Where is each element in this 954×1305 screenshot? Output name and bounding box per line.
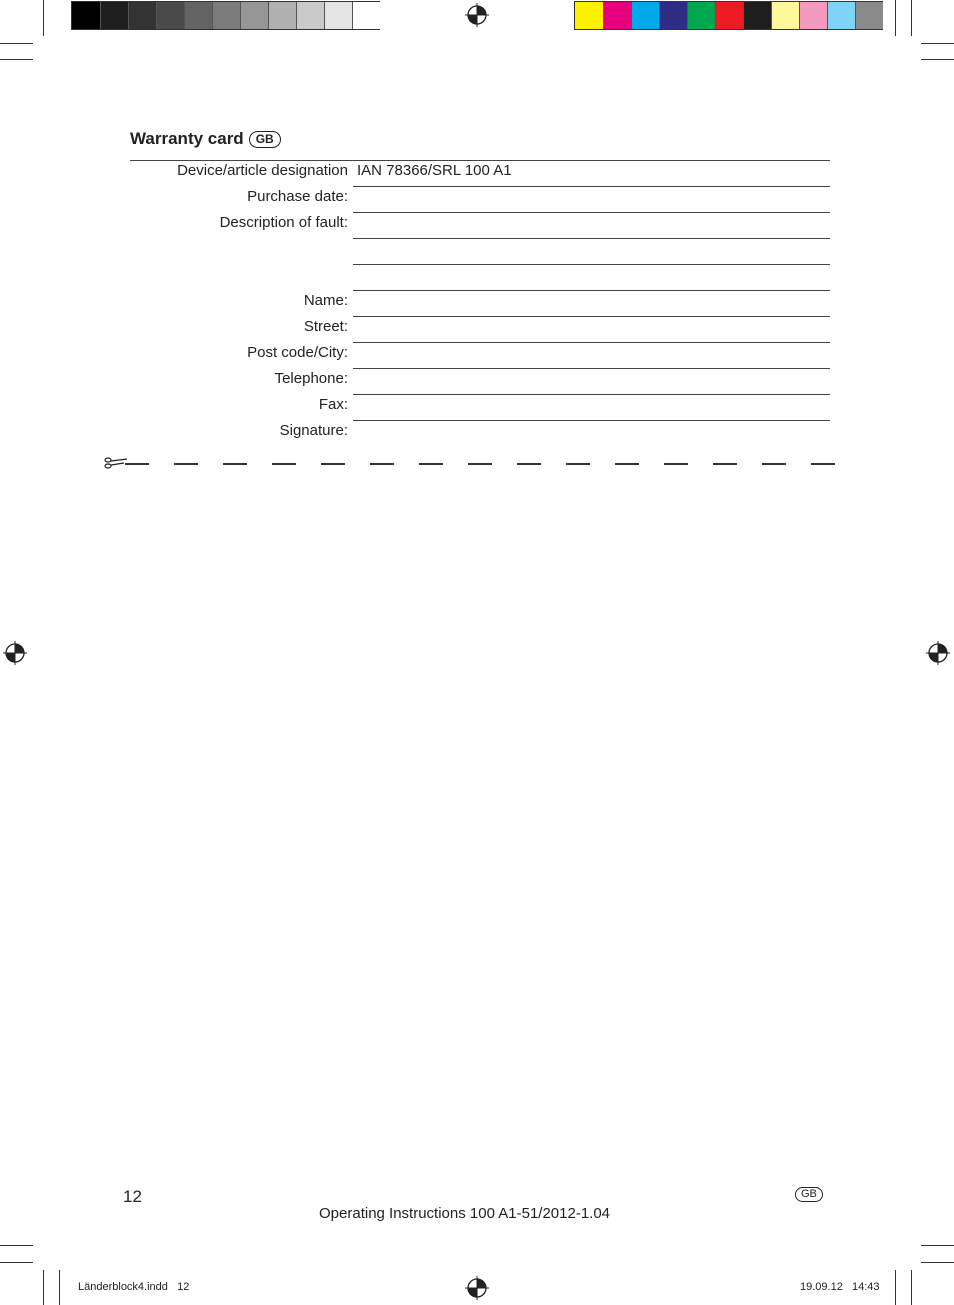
- cut-line-dash: [664, 463, 688, 465]
- trim-mark: [895, 1270, 896, 1305]
- calibration-swatch: [827, 2, 855, 29]
- registration-target-icon: [465, 1276, 489, 1300]
- calibration-swatch: [128, 2, 156, 29]
- warranty-card-title: [130, 129, 281, 149]
- cut-line-dash: [272, 463, 296, 465]
- calibration-swatch: [631, 2, 659, 29]
- cut-line-dash: [517, 463, 541, 465]
- trim-mark: [921, 1262, 954, 1263]
- slug-filename: Länderblock4.indd 12: [78, 1281, 190, 1293]
- cut-line-dash: [615, 463, 639, 465]
- trim-mark: [59, 1270, 60, 1305]
- slug-date: 19.09.12 14:43: [800, 1281, 880, 1293]
- cut-line-dash: [419, 463, 443, 465]
- form-label: Device/article designation: [177, 162, 348, 179]
- registration-target-icon: [926, 641, 950, 665]
- form-rule: [353, 238, 830, 239]
- country-badge: GB: [249, 131, 281, 148]
- trim-mark: [895, 0, 896, 36]
- title-text: Warranty card: [130, 129, 244, 148]
- form-rule: [353, 316, 830, 317]
- cut-line-dash: [566, 463, 590, 465]
- calibration-swatch: [799, 2, 827, 29]
- form-label: Description of fault:: [219, 214, 348, 231]
- color-calibration-bar: [574, 1, 883, 30]
- cut-line-dash: [223, 463, 247, 465]
- cut-line-dash: [713, 463, 737, 465]
- form-value: IAN 78366/SRL 100 A1: [357, 162, 512, 179]
- form-label: Name:: [303, 292, 348, 309]
- calibration-swatch: [855, 2, 883, 29]
- form-label: Post code/City:: [247, 344, 348, 361]
- registration-target-icon: [3, 641, 27, 665]
- calibration-swatch: [324, 2, 352, 29]
- cut-line-dash: [370, 463, 394, 465]
- trim-mark: [0, 1245, 33, 1246]
- calibration-swatch: [687, 2, 715, 29]
- document-reference: Operating Instructions 100 A1-51/2012-1.04: [319, 1205, 611, 1222]
- cut-line-dash: [125, 463, 149, 465]
- trim-mark: [921, 59, 954, 60]
- calibration-swatch: [715, 2, 743, 29]
- trim-mark: [921, 43, 954, 44]
- trim-mark: [43, 0, 44, 36]
- trim-mark: [911, 1270, 912, 1305]
- calibration-swatch: [352, 2, 380, 29]
- trim-mark: [921, 1245, 954, 1246]
- calibration-swatch: [72, 2, 100, 29]
- calibration-swatch: [743, 2, 771, 29]
- cut-line-dash: [174, 463, 198, 465]
- form-rule: [353, 420, 830, 421]
- footer-badge-text: GB: [795, 1187, 823, 1202]
- form-label: Telephone:: [274, 370, 348, 387]
- calibration-swatch: [212, 2, 240, 29]
- cut-line-dash: [468, 463, 492, 465]
- form-label: Street:: [303, 318, 348, 335]
- cut-line-dash: [762, 463, 786, 465]
- trim-mark: [0, 59, 33, 60]
- form-rule: [353, 186, 830, 187]
- form-label: Purchase date:: [247, 188, 348, 205]
- form-rule: [353, 394, 830, 395]
- calibration-swatch: [575, 2, 603, 29]
- form-label: Signature:: [279, 422, 348, 439]
- calibration-swatch: [659, 2, 687, 29]
- trim-mark: [43, 1270, 44, 1305]
- registration-target-icon: [465, 3, 489, 27]
- form-rule: [353, 212, 830, 213]
- form-rule: [353, 264, 830, 265]
- calibration-swatch: [184, 2, 212, 29]
- footer-country-badge: [795, 1184, 823, 1202]
- calibration-swatch: [771, 2, 799, 29]
- trim-mark: [0, 43, 33, 44]
- calibration-swatch: [156, 2, 184, 29]
- cut-line-dash: [321, 463, 345, 465]
- form-rule: [353, 290, 830, 291]
- calibration-swatch: [240, 2, 268, 29]
- grayscale-calibration-bar: [71, 1, 380, 30]
- form-rule: [130, 160, 830, 161]
- trim-mark: [911, 0, 912, 36]
- calibration-swatch: [100, 2, 128, 29]
- form-rule: [353, 342, 830, 343]
- form-rule: [353, 368, 830, 369]
- form-label: Fax:: [318, 396, 348, 413]
- calibration-swatch: [268, 2, 296, 29]
- calibration-swatch: [296, 2, 324, 29]
- calibration-swatch: [603, 2, 631, 29]
- cut-line-dash: [811, 463, 835, 465]
- page-number: 12: [123, 1187, 142, 1206]
- trim-mark: [0, 1262, 33, 1263]
